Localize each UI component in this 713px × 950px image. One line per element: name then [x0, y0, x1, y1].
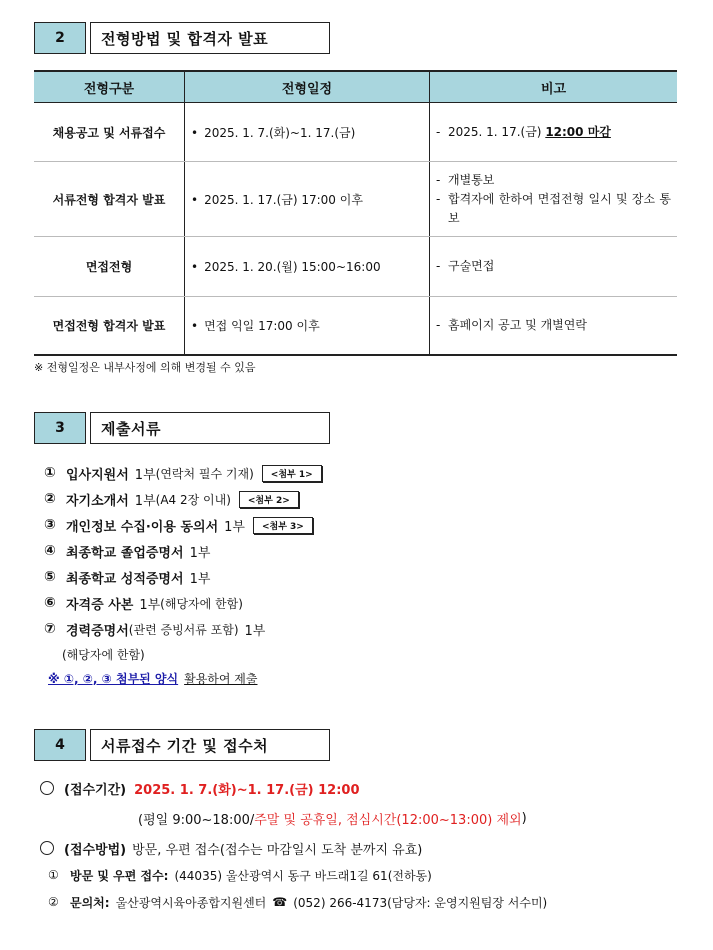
- circle-bullet-icon: [40, 781, 54, 795]
- reception-visit: [40, 860, 547, 890]
- item-number: ①: [44, 465, 56, 481]
- table-header-row: [34, 71, 677, 103]
- row-stage: 채용공고 및 서류접수: [34, 103, 185, 162]
- contact-label: 문의처:: [70, 895, 110, 910]
- item-count: 1부: [134, 467, 156, 483]
- item-name: 최종학교 성적증명서: [66, 571, 184, 587]
- item-name: 개인정보 수집·이용 동의서: [66, 519, 219, 535]
- row-note: - 2025. 1. 17.(금) 12:00 마감: [430, 103, 678, 162]
- visit-label: 방문 및 우편 접수:: [70, 868, 169, 883]
- note-text: 개별통보: [448, 172, 495, 187]
- item-detail: (A4 2장 이내): [155, 492, 231, 507]
- contact-org: 울산광역시육아종합지원센터: [115, 895, 267, 910]
- section-4-title: 서류접수 기간 및 접수처: [90, 729, 330, 761]
- reception-hours: [40, 800, 547, 836]
- item-count: 1부: [189, 571, 211, 587]
- row-stage: 면접전형: [34, 237, 185, 297]
- item-name: 입사지원서: [66, 467, 129, 483]
- row-note: - 구술면접: [430, 237, 678, 297]
- attachment-note-rest: 활용하여 제출: [184, 671, 258, 686]
- period-label: (접수기간): [64, 782, 127, 798]
- contact-phone: (052) 266-4173(담당자: 운영지원팀장 서수미): [293, 895, 548, 910]
- header-stage: 전형구분: [34, 71, 185, 103]
- section-3-header: [34, 412, 330, 444]
- reception-method: [40, 836, 547, 860]
- list-item: [44, 538, 322, 564]
- item-name: 경력증명서: [66, 623, 129, 639]
- header-note: 비고: [430, 71, 678, 103]
- item-name: 최종학교 졸업증명서: [66, 545, 184, 561]
- item-number: ②: [44, 491, 56, 507]
- table-row: [34, 297, 677, 355]
- row-date-text: • 면접 익일 17:00 이후: [191, 319, 320, 333]
- item-name: 자격증 사본: [66, 597, 134, 613]
- row-date: [185, 103, 430, 162]
- list-item: [44, 590, 322, 616]
- schedule-table: [34, 70, 677, 356]
- visit-address: (44035) 울산광역시 동구 바드래1길 61(전하동): [174, 868, 432, 883]
- list-item: [44, 512, 322, 538]
- documents-list: [44, 460, 322, 690]
- item-count: 1부: [224, 519, 245, 535]
- hours-exclusion: 주말 및 공휴일, 점심시간(12:00~13:00) 제외: [254, 812, 522, 828]
- row-date-text: • 2025. 1. 20.(월) 15:00~16:00: [191, 260, 381, 274]
- hours-close: ): [521, 810, 527, 826]
- deadline-emphasis: 12:00 마감: [545, 124, 611, 139]
- table-row: [34, 237, 677, 297]
- header-date: 전형일정: [185, 71, 430, 103]
- method-value: 방문, 우편 접수(접수는 마감일시 도착 분까지 유효): [132, 842, 423, 858]
- section-4-header: [34, 729, 330, 761]
- row-note: - 홈페이지 공고 및 개별연락: [430, 297, 678, 355]
- item-number: ⑤: [44, 569, 56, 585]
- phone-icon: ☎: [272, 895, 288, 909]
- list-item: [44, 486, 322, 512]
- reception-info: [40, 776, 547, 914]
- note-text: 합격자에 한하여 면접전형 일시 및 장소 통보: [448, 191, 671, 225]
- row-date: [185, 162, 430, 237]
- item-detail: (연락처 필수 기재): [155, 466, 254, 481]
- attachment-tag: <첨부 3>: [253, 517, 313, 534]
- item-number: ⑥: [44, 595, 56, 611]
- schedule-note: ※ 전형일정은 내부사정에 의해 변경될 수 있음: [34, 361, 256, 374]
- section-4-number: 4: [34, 729, 86, 761]
- reception-period: [40, 776, 547, 800]
- section-2-title: 전형방법 및 합격자 발표: [90, 22, 330, 54]
- row-date-text: • 2025. 1. 7.(화)~1. 17.(금): [191, 126, 355, 140]
- item-number: ⑦: [44, 621, 56, 637]
- item-count: 1부: [139, 597, 161, 613]
- attachment-note: [44, 666, 322, 690]
- period-value: 2025. 1. 7.(화)~1. 17.(금) 12:00: [134, 782, 360, 798]
- row-stage: 면접전형 합격자 발표: [34, 297, 185, 355]
- item-count: 1부: [189, 545, 211, 561]
- row-date-text: • 2025. 1. 17.(금) 17:00 이후: [191, 193, 363, 207]
- list-item: [44, 564, 322, 590]
- note-text: 2025. 1. 17.(금): [448, 124, 542, 139]
- table-row: [34, 103, 677, 162]
- item-detail: (해당자에 한함): [160, 596, 243, 611]
- section-3-number: 3: [34, 412, 86, 444]
- row-note: - 개별통보 - 합격자에 한하여 면접전형 일시 및 장소 통보: [430, 162, 678, 237]
- hours-text: (평일 9:00~18:00/: [138, 812, 255, 828]
- reception-contact: [40, 890, 547, 914]
- attachment-tag: <첨부 2>: [239, 491, 299, 508]
- row-stage: 서류전형 합격자 발표: [34, 162, 185, 237]
- section-2-header: [34, 22, 330, 54]
- item-number: ①: [48, 868, 59, 882]
- row-date: [185, 237, 430, 297]
- attachment-tag: <첨부 1>: [262, 465, 322, 482]
- section-3-title: 제출서류: [90, 412, 330, 444]
- item-name: 자기소개서: [66, 493, 129, 509]
- row-date: [185, 297, 430, 355]
- attachment-note-emph: ※ ①, ②, ③ 첨부된 양식: [48, 671, 179, 686]
- note-text: 홈페이지 공고 및 개별연락: [448, 317, 587, 332]
- section-2-number: 2: [34, 22, 86, 54]
- item-sub-note: (해당자에 한함): [62, 647, 145, 662]
- item-count: 1부: [134, 493, 156, 509]
- item-number: ③: [44, 517, 56, 533]
- table-row: [34, 162, 677, 237]
- item-number: ④: [44, 543, 56, 559]
- method-label: (접수방법): [64, 842, 127, 858]
- note-text: 구술면접: [448, 259, 495, 273]
- circle-bullet-icon: [40, 841, 54, 855]
- item-detail: (관련 증빙서류 포함): [128, 622, 239, 637]
- list-item: [44, 616, 322, 642]
- item-count: 1부: [244, 623, 266, 639]
- item-number: ②: [48, 895, 59, 909]
- list-item: [44, 460, 322, 486]
